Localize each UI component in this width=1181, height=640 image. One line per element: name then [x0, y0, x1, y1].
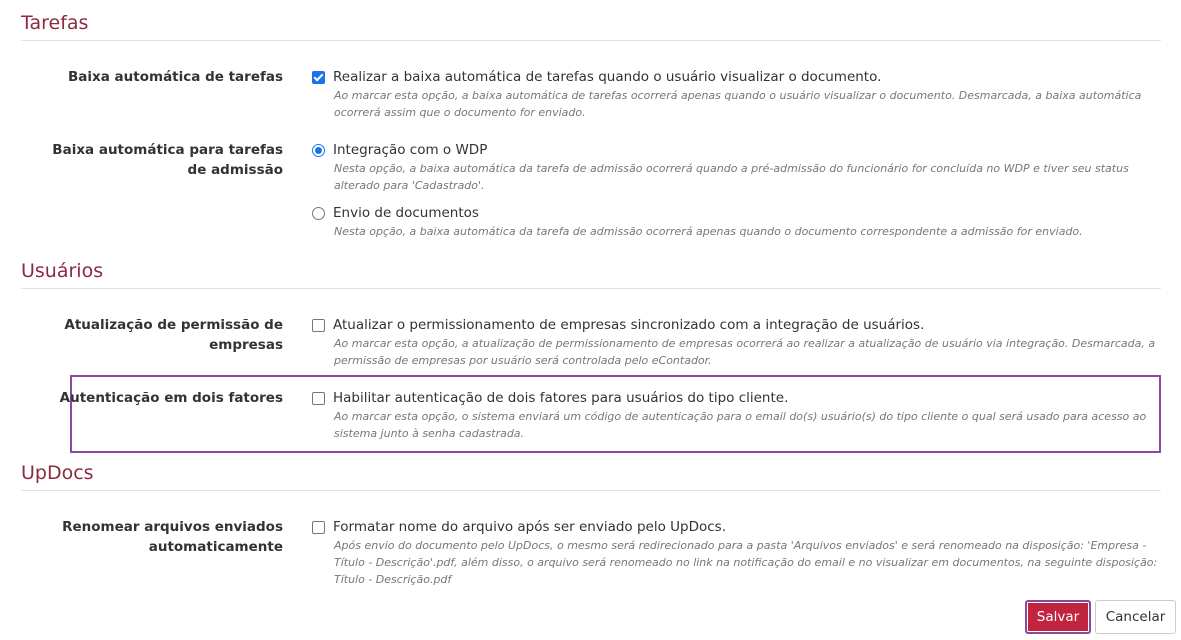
integracao-wdp-radio[interactable] [312, 144, 325, 157]
setting-label-dois-fatores: Autenticação em dois fatores [59, 390, 283, 406]
option-baixa-tarefas [312, 67, 1167, 121]
baixa-tarefas-option-label[interactable]: Realizar a baixa automática de tarefas quando o usuário visualizar o documento. [333, 69, 882, 85]
permissao-empresas-help: Ao marcar esta opção, a atualização de permissionamento de empresas ocorrerá ao realizar a atualização de usuário via integração. Desmarcada, a permissão de empresas por usuário será controlada pelo eContador. [334, 337, 1156, 367]
section-title-updocs: UpDocs [21, 462, 1161, 491]
baixa-tarefas-help: Ao marcar esta opção, a baixa automática de tarefas ocorrerá apenas quando o usuário visualizar o documento. Desmarcada, a baixa automática ocorrerá assim que o documento for enviado. [334, 89, 1142, 119]
dois-fatores-help: Ao marcar esta opção, o sistema enviará um código de autenticação para o email do(s) usuário(s) do tipo cliente o qual será usado para acesso ao sistema junto à senha cadastrada. [334, 410, 1147, 440]
option-dois-fatores [312, 388, 1167, 442]
setting-label-renomear: Renomear arquivos enviados automaticamente [62, 519, 283, 555]
setting-label-permissao-empresas: Atualização de permissão de empresas [64, 317, 283, 353]
baixa-tarefas-checkbox[interactable] [312, 71, 325, 84]
section-title-usuarios: Usuários [21, 260, 1161, 289]
setting-label-baixa-admissao: Baixa automática para tarefas de admissão [52, 142, 283, 178]
integracao-wdp-help: Nesta opção, a baixa automática da tarefa de admissão ocorrerá quando a pré-admissão do funcionário for concluída no WDP e tiver seu status alterado para 'Cadastrado'. [334, 162, 1129, 192]
renomear-option-label[interactable]: Formatar nome do arquivo após ser enviado pelo UpDocs. [333, 519, 727, 535]
envio-documentos-help: Nesta opção, a baixa automática da tarefa de admissão ocorrerá apenas quando o documento correspondente a admissão for enviado. [334, 225, 1083, 238]
integracao-wdp-label[interactable]: Integração com o WDP [333, 142, 488, 158]
renomear-help: Após envio do documento pelo UpDocs, o mesmo será redirecionado para a pasta 'Arquivos enviados' e será renomeado na disposição: 'Empresa - Título - Descrição'.pdf, além disso, o arquivo será renomeado no link na notificação do email e no visualizar em documentos, na seguinte disposição: Título - Descrição.pdf [334, 539, 1158, 586]
option-renomear [312, 517, 1167, 588]
permissao-empresas-option-label[interactable]: Atualizar o permissionamento de empresas sincronizado com a integração de usuários. [333, 317, 925, 333]
option-permissao-empresas [312, 315, 1167, 369]
envio-documentos-radio[interactable] [312, 207, 325, 220]
renomear-checkbox[interactable] [312, 521, 325, 534]
dois-fatores-option-label[interactable]: Habilitar autenticação de dois fatores para usuários do tipo cliente. [333, 390, 789, 406]
option-integracao-wdp [312, 140, 1167, 194]
dois-fatores-checkbox[interactable] [312, 392, 325, 405]
option-envio-documentos [312, 203, 1167, 240]
envio-documentos-label[interactable]: Envio de documentos [333, 205, 479, 221]
section-title-tarefas: Tarefas [21, 12, 1161, 41]
permissao-empresas-checkbox[interactable] [312, 319, 325, 332]
setting-label-baixa-tarefas: Baixa automática de tarefas [68, 69, 283, 85]
cancel-button[interactable]: Cancelar [1095, 600, 1176, 634]
save-button[interactable]: Salvar [1025, 600, 1091, 634]
